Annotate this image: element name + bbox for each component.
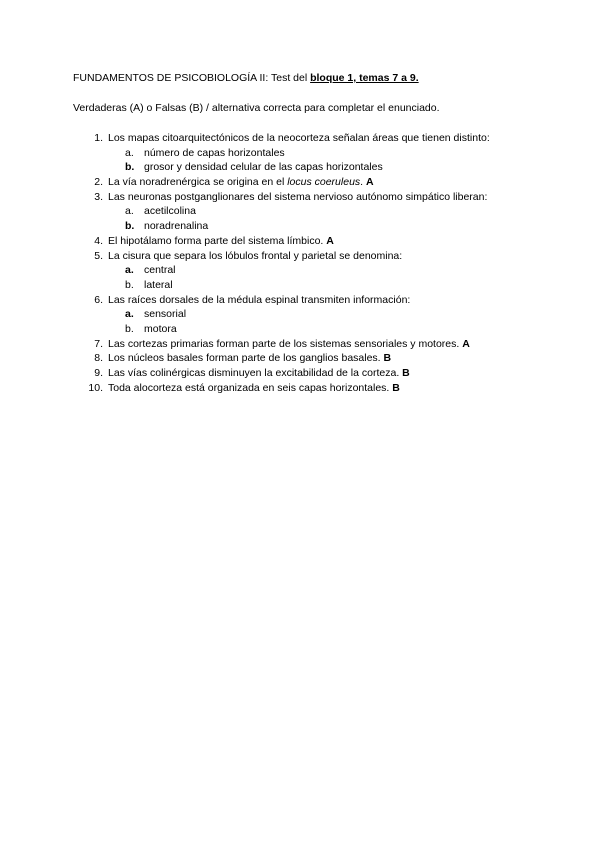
question-5 <box>73 249 553 264</box>
option-letter: b. <box>125 220 135 233</box>
title-emphasis: bloque 1, temas 7 a 9. <box>310 72 419 84</box>
option-letter: a. <box>125 146 134 159</box>
option-text: noradrenalina <box>144 220 209 233</box>
question-number: 9. <box>94 367 103 379</box>
question-number: 5. <box>94 249 103 262</box>
question-text <box>108 381 400 396</box>
question-text: Los mapas citoarquitectónicos de la neocorteza señalan áreas que tienen distinto: <box>108 132 490 144</box>
question-3-option-b <box>73 219 553 234</box>
question-6-option-a <box>73 307 553 322</box>
option-letter: a. <box>125 205 134 218</box>
question-text-body: Toda alocorteza está organizada en seis capas horizontales. <box>108 381 393 394</box>
question-number: 1. <box>94 132 103 144</box>
question-3-option-a <box>73 204 553 219</box>
option-text: motora <box>144 322 177 335</box>
option-text: lateral <box>144 278 173 291</box>
question-4 <box>73 234 553 249</box>
option-letter: b. <box>125 278 134 291</box>
answer-badge: A <box>366 176 374 189</box>
instructions: Verdaderas (A) o Falsas (B) / alternativa correcta para completar el enunciado. <box>73 102 440 114</box>
option-text: grosor y densidad celular de las capas horizontales <box>144 161 383 174</box>
question-10 <box>73 381 553 396</box>
question-number: 7. <box>94 337 103 350</box>
question-number: 10. <box>88 381 103 394</box>
question-text-body: Las vías colinérgicas disminuyen la excitabilidad de la corteza. <box>108 367 403 379</box>
question-1 <box>73 131 553 146</box>
answer-badge: B <box>383 352 392 365</box>
answer-badge: B <box>402 367 410 379</box>
question-list <box>73 131 553 395</box>
question-7 <box>73 337 553 352</box>
question-5-option-a <box>73 263 553 278</box>
question-number: 2. <box>94 176 103 189</box>
question-5-option-b <box>73 278 553 293</box>
option-text: central <box>144 264 176 277</box>
question-number: 4. <box>94 234 103 247</box>
question-text: Las neuronas postganglionares del sistema nervioso autónomo simpático liberan: <box>108 190 488 203</box>
question-text <box>108 175 374 190</box>
question-8 <box>73 351 553 366</box>
option-text: acetilcolina <box>144 205 196 218</box>
question-text-body: El hipotálamo forma parte del sistema límbico. <box>108 234 327 247</box>
option-text: sensorial <box>144 308 187 321</box>
question-text-body: Los núcleos basales forman parte de los ganglios basales. <box>108 352 384 365</box>
question-6 <box>73 293 553 308</box>
option-letter: b. <box>125 161 135 174</box>
title-prefix: FUNDAMENTOS DE PSICOBIOLOGÍA II: Test del <box>73 72 311 84</box>
option-letter: b. <box>125 322 134 335</box>
question-text: La cisura que separa los lóbulos frontal y parietal se denomina: <box>108 249 403 262</box>
option-letter: a. <box>125 264 134 277</box>
question-text-after: . <box>360 176 367 189</box>
question-text <box>108 366 410 381</box>
question-3 <box>73 190 553 205</box>
question-text <box>108 337 470 352</box>
question-6-option-b <box>73 322 553 337</box>
question-text-body: Las cortezas primarias forman parte de los sistemas sensoriales y motores. <box>108 337 463 350</box>
question-number: 8. <box>94 352 103 365</box>
question-number: 6. <box>94 293 103 306</box>
option-letter: a. <box>125 308 134 321</box>
answer-badge: A <box>326 234 334 247</box>
question-text <box>108 351 391 366</box>
question-number: 3. <box>94 190 103 203</box>
answer-badge: B <box>392 381 400 394</box>
question-9 <box>73 366 553 381</box>
question-1-option-a <box>73 146 553 161</box>
question-1-option-b <box>73 160 553 175</box>
question-2 <box>73 175 553 190</box>
page-title <box>73 71 419 85</box>
question-text-italic: locus coeruleus <box>287 176 361 189</box>
question-text <box>108 234 334 249</box>
question-text: Las raíces dorsales de la médula espinal transmiten información: <box>108 293 411 306</box>
option-text: número de capas horizontales <box>144 146 285 159</box>
question-text-before: La vía noradrenérgica se origina en el <box>108 176 288 189</box>
answer-badge: A <box>462 337 470 350</box>
